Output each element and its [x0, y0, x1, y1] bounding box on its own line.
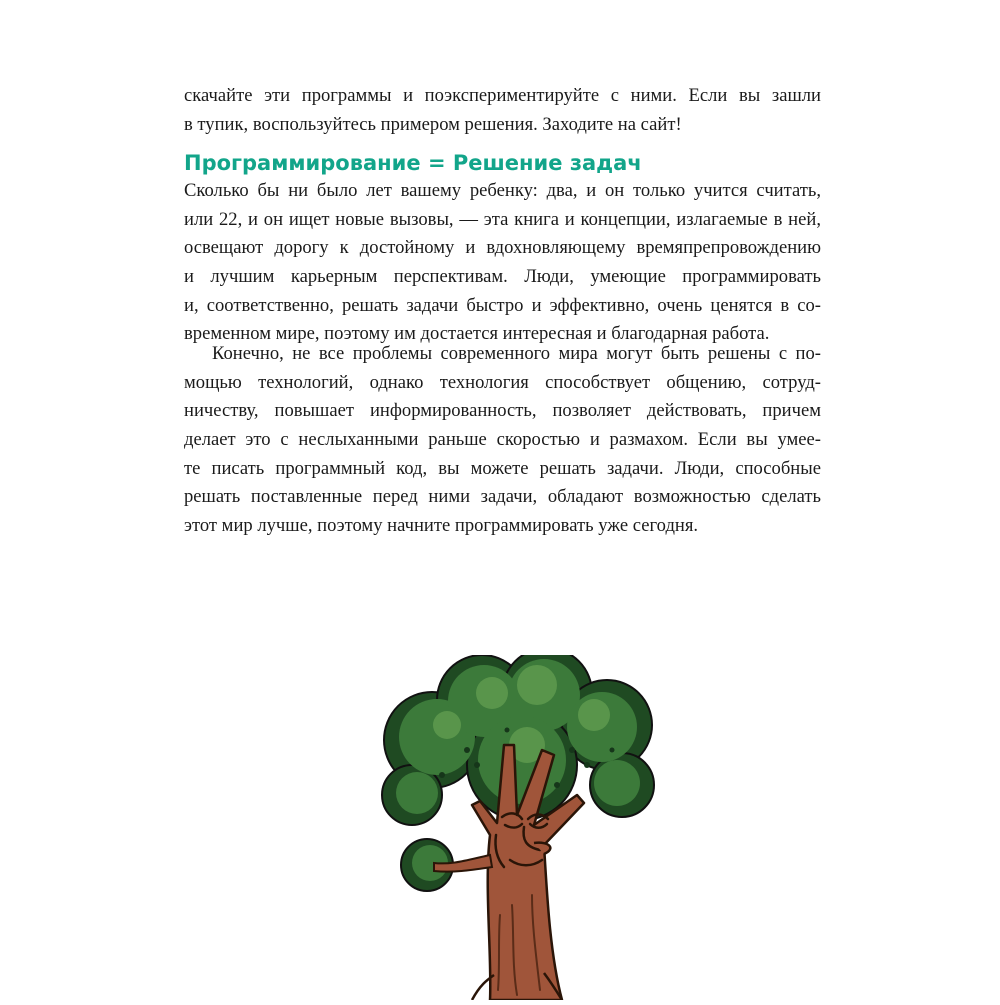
paragraph-line: освещают дорогу к достойному и вдохновляющему времяпрепровождению	[184, 237, 821, 259]
paragraph-line: делает это с неслыханными раньше скоростью и размахом. Если вы умее-	[184, 429, 821, 451]
intro-line: скачайте эти программы и поэкспериментируйте с ними. Если вы зашли	[184, 85, 821, 106]
intro-paragraph	[184, 82, 821, 139]
paragraph-line: Сколько бы ни было лет вашему ребенку: два, и он только учится считать,	[184, 180, 821, 201]
body-paragraph-2	[184, 340, 821, 541]
section-heading: Программирование = Решение задач	[184, 151, 642, 175]
cartoon-tree-with-face-icon	[372, 655, 672, 1000]
intro-line: в тупик, воспользуйтесь примером решения. Заходите на сайт!	[184, 113, 682, 135]
paragraph-line: этот мир лучше, поэтому начните программировать уже сегодня.	[184, 515, 699, 537]
paragraph-line: и лучшим карьерным перспективам. Люди, умеющие программировать	[184, 266, 821, 288]
paragraph-line: временном мире, поэтому им достается интересная и благодарная работа.	[184, 323, 770, 345]
paragraph-line: Конечно, не все проблемы современного мира могут быть решены с по-	[212, 343, 821, 364]
paragraph-line: и, соответственно, решать задачи быстро и эффективно, очень ценятся в со-	[184, 294, 821, 316]
paragraph-line: те писать программный код, вы можете решать задачи. Люди, способные	[184, 457, 821, 479]
body-paragraph-1	[184, 177, 821, 349]
paragraph-line: мощью технологий, однако технология способствует общению, сотруд-	[184, 371, 821, 393]
paragraph-line: решать поставленные перед ними задачи, обладают возможностью сделать	[184, 486, 821, 508]
paragraph-line: ничеству, повышает информированность, позволяет действовать, причем	[184, 400, 821, 422]
paragraph-line: или 22, и он ищет новые вызовы, — эта книга и концепции, излагаемые в ней,	[184, 208, 821, 230]
